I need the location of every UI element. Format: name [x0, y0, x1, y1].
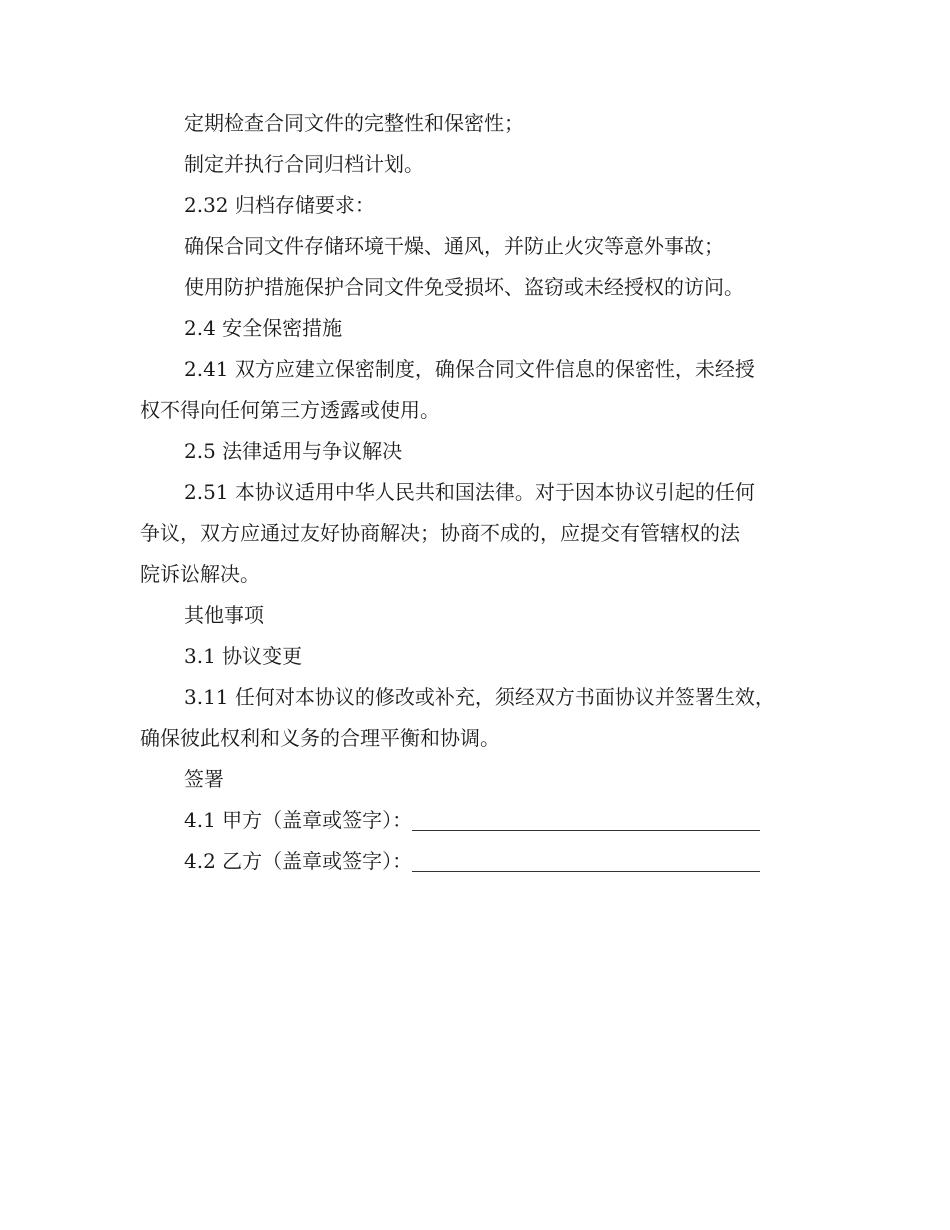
signature-line — [412, 800, 760, 831]
section-heading: 其他事项 — [184, 603, 264, 627]
section-heading: 2.32 归档存储要求： — [184, 193, 375, 217]
signature-row-party-b — [140, 841, 820, 882]
paragraph-line: 2.41 双方应建立保密制度，确保合同文件信息的保密性，未经授 — [184, 357, 755, 381]
paragraph-line: 确保彼此权利和义务的合理平衡和协调。 — [140, 726, 500, 750]
paragraph-line: 确保合同文件存储环境干燥、通风，并防止火灾等意外事故； — [184, 234, 724, 258]
paragraph-line: 3.11 任何对本协议的修改或补充，须经双方书面协议并签署生效， — [184, 685, 775, 709]
signature-label: 4.1 甲方（盖章或签字）： — [184, 808, 413, 832]
paragraph-line: 定期检查合同文件的完整性和保密性； — [184, 111, 524, 135]
paragraph-line: 争议，双方应通过友好协商解决；协商不成的，应提交有管辖权的法 — [140, 521, 740, 545]
signature-label: 4.2 乙方（盖章或签字）： — [184, 849, 413, 873]
paragraph-line: 使用防护措施保护合同文件免受损坏、盗窃或未经授权的访问。 — [184, 275, 744, 299]
section-heading: 签署 — [184, 767, 224, 791]
signature-line — [412, 841, 760, 872]
paragraph-line: 权不得向任何第三方透露或使用。 — [140, 398, 440, 422]
section-heading: 2.4 安全保密措施 — [184, 316, 343, 340]
paragraph-line: 2.51 本协议适用中华人民共和国法律。对于因本协议引起的任何 — [184, 480, 755, 504]
section-heading: 3.1 协议变更 — [184, 644, 303, 668]
document-body — [140, 103, 820, 882]
paragraph-line: 制定并执行合同归档计划。 — [184, 152, 424, 176]
section-heading: 2.5 法律适用与争议解决 — [184, 439, 403, 463]
paragraph-line: 院诉讼解决。 — [140, 562, 260, 586]
signature-row-party-a — [140, 800, 820, 841]
